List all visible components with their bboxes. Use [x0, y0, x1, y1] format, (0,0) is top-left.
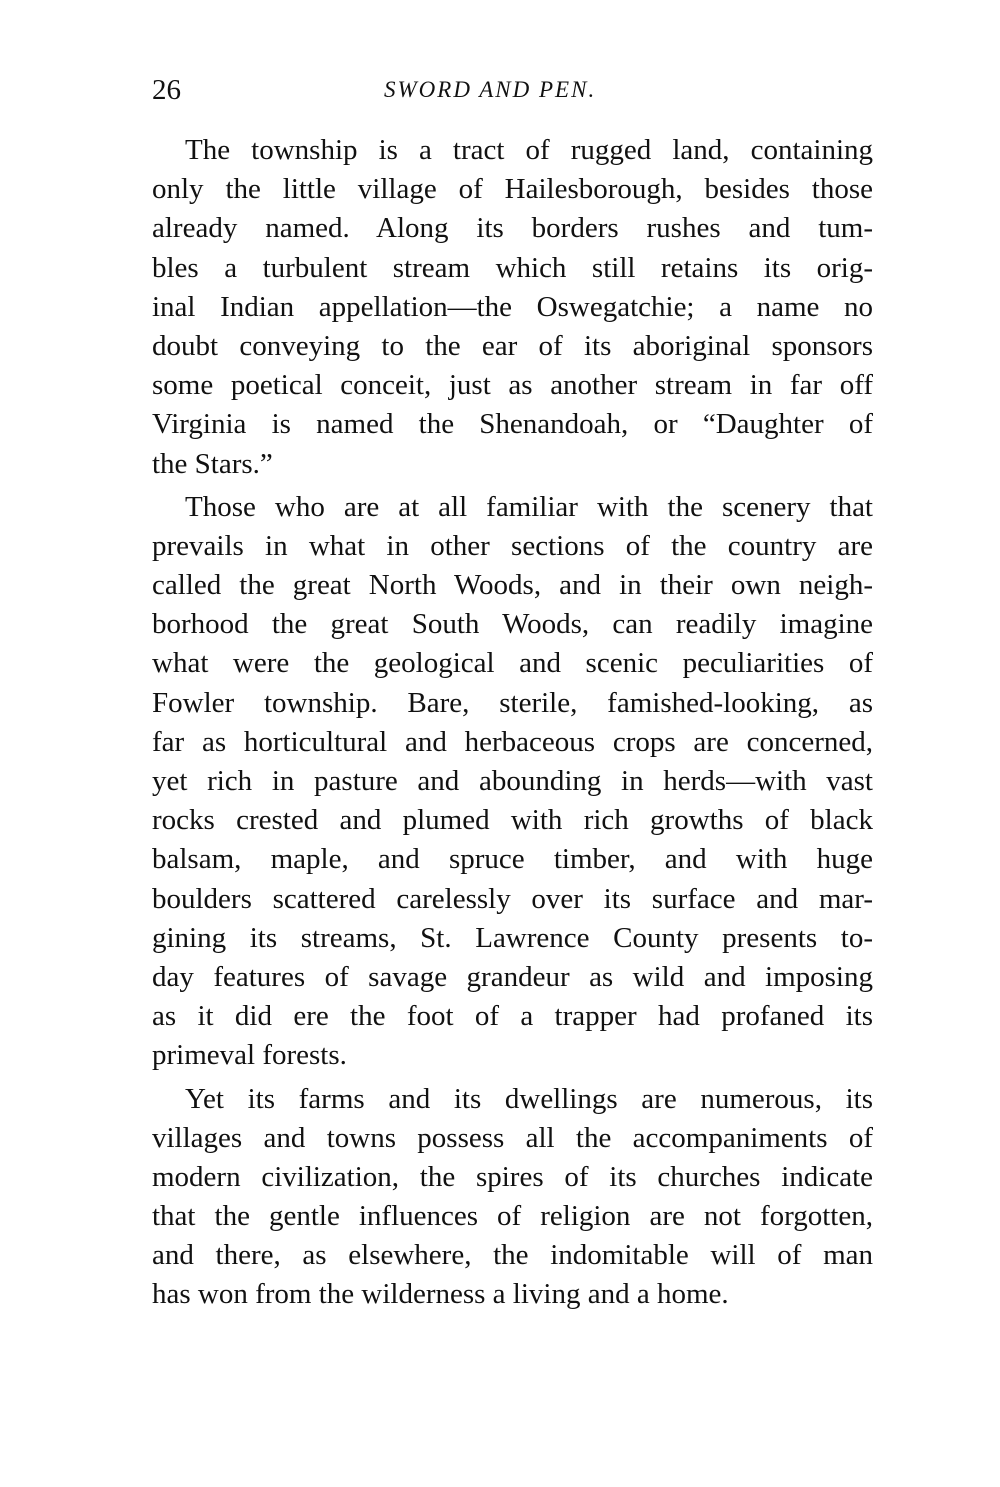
text-line: day features of savage grandeur as wild and imposing [152, 960, 873, 993]
text-line: far as horticultural and herbaceous crops are concerned, [152, 725, 873, 758]
text-line: villages and towns possess all the accompaniments of [152, 1121, 873, 1154]
running-head: SWORD AND PEN. [384, 77, 597, 102]
text-line: boulders scattered carelessly over its surface and mar- [152, 882, 873, 915]
text-line: borhood the great South Woods, can readily imagine [152, 608, 873, 641]
text-line: balsam, maple, and spruce timber, and with huge [152, 843, 873, 876]
text-line: yet rich in pasture and abounding in herds—with vast [152, 765, 873, 797]
paragraph [152, 131, 873, 484]
body-text [152, 131, 873, 1319]
text-line: Yet its farms and its dwellings are numerous, its [185, 1082, 873, 1115]
text-line: the Stars.” [152, 447, 273, 480]
text-line: prevails in what in other sections of the country are [152, 529, 873, 562]
text-line: what were the geological and scenic peculiarities of [152, 647, 873, 680]
text-line: doubt conveying to the ear of its aboriginal sponsors [152, 329, 873, 362]
text-line: has won from the wilderness a living and a home. [152, 1278, 729, 1311]
page-number: 26 [152, 74, 181, 106]
text-line: already named. Along its borders rushes and tum- [152, 212, 873, 245]
text-line: called the great North Woods, and in their own neigh- [152, 569, 873, 602]
text-line: Virginia is named the Shenandoah, or “Daughter of [152, 408, 873, 441]
text-line: Those who are at all familiar with the scenery that [185, 490, 873, 523]
text-line: Fowler township. Bare, sterile, famished-looking, as [152, 686, 873, 719]
text-line: modern civilization, the spires of its churches indicate [152, 1160, 873, 1193]
paragraph [152, 488, 873, 1076]
text-line: primeval forests. [152, 1039, 347, 1072]
text-line: gining its streams, St. Lawrence County presents to- [152, 921, 873, 954]
text-line: bles a turbulent stream which still retains its orig- [152, 251, 873, 284]
text-line: The township is a tract of rugged land, containing [185, 134, 873, 166]
text-line: rocks crested and plumed with rich growths of black [152, 804, 873, 837]
text-line: only the little village of Hailesborough, besides those [152, 173, 873, 206]
text-line: inal Indian appellation—the Oswegatchie; a name no [152, 290, 873, 323]
page-header [152, 72, 872, 112]
paragraph [152, 1080, 873, 1315]
text-line: as it did ere the foot of a trapper had profaned its [152, 1000, 873, 1033]
text-line: that the gentle influences of religion are not forgotten, [152, 1200, 873, 1233]
text-line: some poetical conceit, just as another stream in far off [152, 369, 873, 402]
text-line: and there, as elsewhere, the indomitable will of man [152, 1239, 873, 1272]
